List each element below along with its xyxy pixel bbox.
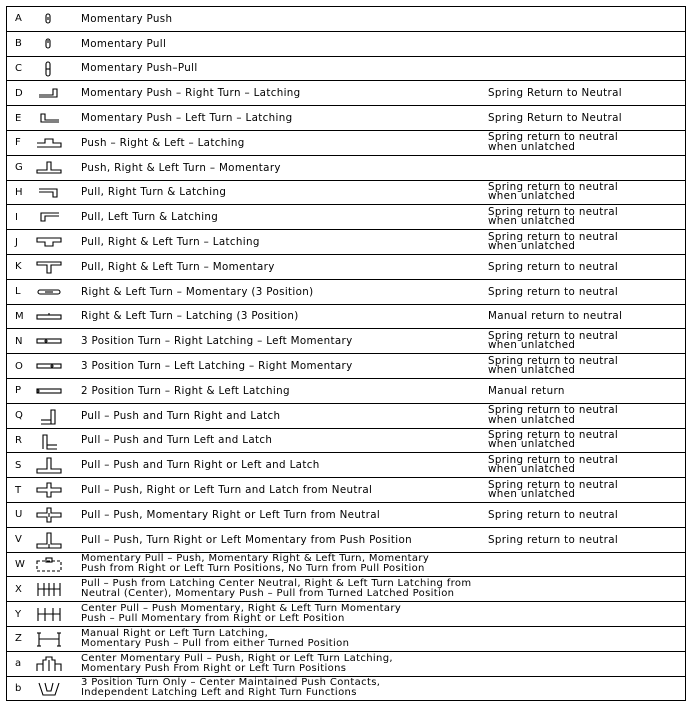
table-row xyxy=(6,453,686,478)
two-position-turn-icon xyxy=(35,381,63,401)
pull-right-turn-latching-icon xyxy=(35,183,63,203)
row-letter: C xyxy=(15,62,23,74)
table-row xyxy=(6,81,686,106)
momentary-pull-icon xyxy=(35,34,63,54)
description-line-1: Momentary Push–Pull xyxy=(81,62,198,75)
row-letter: D xyxy=(15,87,24,99)
description-line-1: Manual Right or Left Turn Latching, xyxy=(81,627,269,639)
pull-push-turn-left-latch-icon xyxy=(35,431,63,451)
three-position-left-latching-icon xyxy=(35,356,63,376)
table-row xyxy=(6,652,686,677)
row-note xyxy=(488,528,681,552)
description-line-1: 3 Position Turn – Left Latching – Right Momentary xyxy=(81,360,353,373)
note-line-2: when unlatched xyxy=(488,215,576,228)
row-description xyxy=(81,280,475,304)
note-line-1: Manual return to neutral xyxy=(488,310,623,323)
three-position-turn-only-icon xyxy=(35,679,63,699)
description-line-1: Push – Right & Left – Latching xyxy=(81,136,245,149)
table-row xyxy=(6,478,686,503)
note-line-1: Spring return to neutral xyxy=(488,205,619,218)
push-left-turn-latching-icon xyxy=(35,108,63,128)
description-line-2: Independent Latching Left and Right Turn Functions xyxy=(81,687,357,699)
row-note xyxy=(488,181,681,205)
row-description xyxy=(81,577,679,601)
pull-push-momentary-turn-icon xyxy=(35,505,63,525)
table-row xyxy=(6,32,686,57)
table-row xyxy=(6,329,686,354)
table-row xyxy=(6,577,686,602)
row-letter: a xyxy=(15,658,22,670)
row-description xyxy=(81,453,475,477)
row-note xyxy=(488,106,681,130)
row-letter: E xyxy=(15,112,22,124)
row-letter: J xyxy=(15,236,19,248)
note-line-2: when unlatched xyxy=(488,413,576,426)
table-row xyxy=(6,305,686,330)
description-line-2: Neutral (Center), Momentary Push – Pull from Turned Latched Position xyxy=(81,588,455,600)
pull-right-left-momentary-icon xyxy=(35,257,63,277)
row-note xyxy=(488,503,681,527)
table-row xyxy=(6,156,686,181)
note-line-1: Manual return xyxy=(488,384,565,397)
row-note xyxy=(488,81,681,105)
row-description xyxy=(81,379,475,403)
table-row xyxy=(6,181,686,206)
note-line-1: Spring return to neutral xyxy=(488,329,619,342)
row-description xyxy=(81,106,475,130)
pull-left-turn-latching-icon xyxy=(35,207,63,227)
table-row xyxy=(6,602,686,627)
row-description xyxy=(81,32,475,56)
row-note xyxy=(488,131,681,155)
note-line-1: Spring return to neutral xyxy=(488,404,619,417)
description-line-1: Pull, Right & Left Turn – Momentary xyxy=(81,260,275,273)
table-row xyxy=(6,553,686,578)
push-right-left-momentary-icon xyxy=(35,158,63,178)
row-note xyxy=(488,429,681,453)
note-line-1: Spring return to neutral xyxy=(488,428,619,441)
row-description xyxy=(81,627,679,651)
row-letter: K xyxy=(15,261,22,273)
row-description xyxy=(81,503,475,527)
row-description xyxy=(81,255,475,279)
row-description xyxy=(81,354,475,378)
row-note xyxy=(488,354,681,378)
table-row xyxy=(6,379,686,404)
note-line-2: when unlatched xyxy=(488,339,576,352)
pull-right-left-latching-icon xyxy=(35,232,63,252)
description-line-1: Pull, Left Turn & Latching xyxy=(81,211,219,224)
table-row xyxy=(6,677,686,702)
row-description xyxy=(81,181,475,205)
note-line-1: Spring return to neutral xyxy=(488,131,619,144)
description-line-1: Pull – Push and Turn Left and Latch xyxy=(81,434,273,447)
description-line-1: 3 Position Turn – Right Latching – Left Momentary xyxy=(81,335,353,348)
momentary-push-pull-icon xyxy=(35,59,63,79)
note-line-2: when unlatched xyxy=(488,190,576,203)
description-line-1: Center Momentary Pull – Push, Right or Left Turn Latching, xyxy=(81,652,393,664)
description-line-1: Pull – Push from Latching Center Neutral, Right & Left Turn Latching from xyxy=(81,578,472,590)
description-line-1: Pull – Push, Momentary Right or Left Turn from Neutral xyxy=(81,508,381,521)
row-letter: W xyxy=(15,558,26,570)
description-line-1: Pull – Push and Turn Right or Left and Latch xyxy=(81,459,320,472)
row-letter: M xyxy=(15,310,24,322)
row-letter: V xyxy=(15,534,23,546)
row-note xyxy=(488,305,681,329)
note-line-2: when unlatched xyxy=(488,438,576,451)
description-line-1: Center Pull – Push Momentary, Right & Left Turn Momentary xyxy=(81,603,402,615)
note-line-1: Spring return to neutral xyxy=(488,508,619,521)
row-description xyxy=(81,230,475,254)
row-note xyxy=(488,230,681,254)
row-description xyxy=(81,478,475,502)
row-letter: H xyxy=(15,186,23,198)
note-line-2: when unlatched xyxy=(488,463,576,476)
push-right-turn-latching-icon xyxy=(35,83,63,103)
center-momentary-pull-push-icon xyxy=(35,654,63,674)
table-row xyxy=(6,354,686,379)
description-line-1: Momentary Push – Right Turn – Latching xyxy=(81,87,301,100)
row-letter: P xyxy=(15,385,22,397)
row-description xyxy=(81,652,679,676)
row-note xyxy=(488,404,681,428)
row-note xyxy=(488,255,681,279)
row-description xyxy=(81,7,475,31)
description-line-2: Momentary Push From Right or Left Turn Positions xyxy=(81,662,347,674)
row-letter: A xyxy=(15,13,23,25)
pull-push-turn-right-latch-icon xyxy=(35,406,63,426)
manual-turn-latching-icon xyxy=(35,629,63,649)
description-line-1: 3 Position Turn Only – Center Maintained Push Contacts, xyxy=(81,677,381,689)
description-line-2: Push from Right or Left Turn Positions, No Turn from Pull Position xyxy=(81,563,425,575)
row-description xyxy=(81,553,679,577)
note-line-1: Spring return to neutral xyxy=(488,533,619,546)
row-letter: I xyxy=(15,211,19,223)
row-description xyxy=(81,205,475,229)
latching-center-neutral-icon xyxy=(35,579,63,599)
note-line-1: Spring return to neutral xyxy=(488,260,619,273)
note-line-1: Spring return to neutral xyxy=(488,478,619,491)
row-letter: L xyxy=(15,286,21,298)
description-line-2: Push – Pull Momentary from Right or Left Position xyxy=(81,613,345,625)
row-note xyxy=(488,205,681,229)
row-letter: F xyxy=(15,137,22,149)
row-note xyxy=(488,280,681,304)
table-row xyxy=(6,503,686,528)
table-row xyxy=(6,627,686,652)
table-row xyxy=(6,205,686,230)
center-pull-push-momentary-icon xyxy=(35,604,63,624)
operator-symbol-chart xyxy=(6,6,686,701)
description-line-1: Pull – Push, Turn Right or Left Momentary from Push Position xyxy=(81,533,412,546)
row-description xyxy=(81,305,475,329)
row-letter: S xyxy=(15,459,22,471)
row-letter: b xyxy=(15,682,22,694)
note-line-1: Spring return to neutral xyxy=(488,453,619,466)
note-line-1: Spring return to neutral xyxy=(488,285,619,298)
row-letter: X xyxy=(15,583,23,595)
pull-push-latch-from-neutral-icon xyxy=(35,480,63,500)
row-description xyxy=(81,429,475,453)
description-line-1: Pull, Right & Left Turn – Latching xyxy=(81,236,260,249)
row-description xyxy=(81,404,475,428)
row-description xyxy=(81,57,475,81)
table-row xyxy=(6,230,686,255)
row-letter: U xyxy=(15,509,23,521)
row-letter: Y xyxy=(15,608,22,620)
row-note xyxy=(488,329,681,353)
description-line-2: Momentary Push – Pull from either Turned Position xyxy=(81,637,350,649)
note-line-1: Spring return to neutral xyxy=(488,354,619,367)
row-letter: T xyxy=(15,484,22,496)
description-line-1: Momentary Push xyxy=(81,12,173,25)
description-line-1: Momentary Push – Left Turn – Latching xyxy=(81,112,293,125)
row-note xyxy=(488,453,681,477)
description-line-1: Momentary Pull – Push, Momentary Right & Left Turn, Momentary xyxy=(81,553,430,565)
pull-push-turn-right-left-latch-icon xyxy=(35,455,63,475)
table-row xyxy=(6,280,686,305)
description-line-1: Pull – Push and Turn Right and Latch xyxy=(81,409,281,422)
row-description xyxy=(81,156,475,180)
table-row xyxy=(6,255,686,280)
momentary-pull-push-turn-icon xyxy=(35,555,63,575)
table-row xyxy=(6,404,686,429)
row-letter: B xyxy=(15,38,23,50)
row-letter: N xyxy=(15,335,23,347)
note-line-1: Spring return to neutral xyxy=(488,180,619,193)
table-row xyxy=(6,57,686,82)
note-line-2: when unlatched xyxy=(488,240,576,253)
row-note xyxy=(488,379,681,403)
row-description xyxy=(81,528,475,552)
row-letter: O xyxy=(15,360,24,372)
table-row xyxy=(6,7,686,32)
pull-push-turn-from-push-icon xyxy=(35,530,63,550)
note-line-2: when unlatched xyxy=(488,364,576,377)
row-description xyxy=(81,131,475,155)
row-description xyxy=(81,81,475,105)
note-line-2: when unlatched xyxy=(488,488,576,501)
description-line-1: Right & Left Turn – Latching (3 Position) xyxy=(81,310,299,323)
table-row xyxy=(6,429,686,454)
table-row xyxy=(6,131,686,156)
row-note xyxy=(488,478,681,502)
description-line-1: Push, Right & Left Turn – Momentary xyxy=(81,161,281,174)
momentary-push-icon xyxy=(35,9,63,29)
description-line-1: Right & Left Turn – Momentary (3 Position) xyxy=(81,285,314,298)
three-position-right-latching-icon xyxy=(35,331,63,351)
note-line-1: Spring Return to Neutral xyxy=(488,112,622,125)
note-line-1: Spring return to neutral xyxy=(488,230,619,243)
push-right-left-latching-icon xyxy=(35,133,63,153)
note-line-2: when unlatched xyxy=(488,140,576,153)
description-line-1: Momentary Pull xyxy=(81,37,167,50)
right-left-turn-momentary-icon xyxy=(35,282,63,302)
row-letter: Z xyxy=(15,633,23,645)
table-row xyxy=(6,528,686,553)
right-left-turn-latching-icon xyxy=(35,307,63,327)
row-description xyxy=(81,677,679,701)
row-description xyxy=(81,602,679,626)
table-row xyxy=(6,106,686,131)
row-description xyxy=(81,329,475,353)
description-line-1: 2 Position Turn – Right & Left Latching xyxy=(81,384,290,397)
description-line-1: Pull – Push, Right or Left Turn and Latch from Neutral xyxy=(81,484,373,497)
note-line-1: Spring Return to Neutral xyxy=(488,87,622,100)
description-line-1: Pull, Right Turn & Latching xyxy=(81,186,227,199)
row-letter: G xyxy=(15,162,24,174)
row-letter: Q xyxy=(15,410,24,422)
row-letter: R xyxy=(15,434,23,446)
